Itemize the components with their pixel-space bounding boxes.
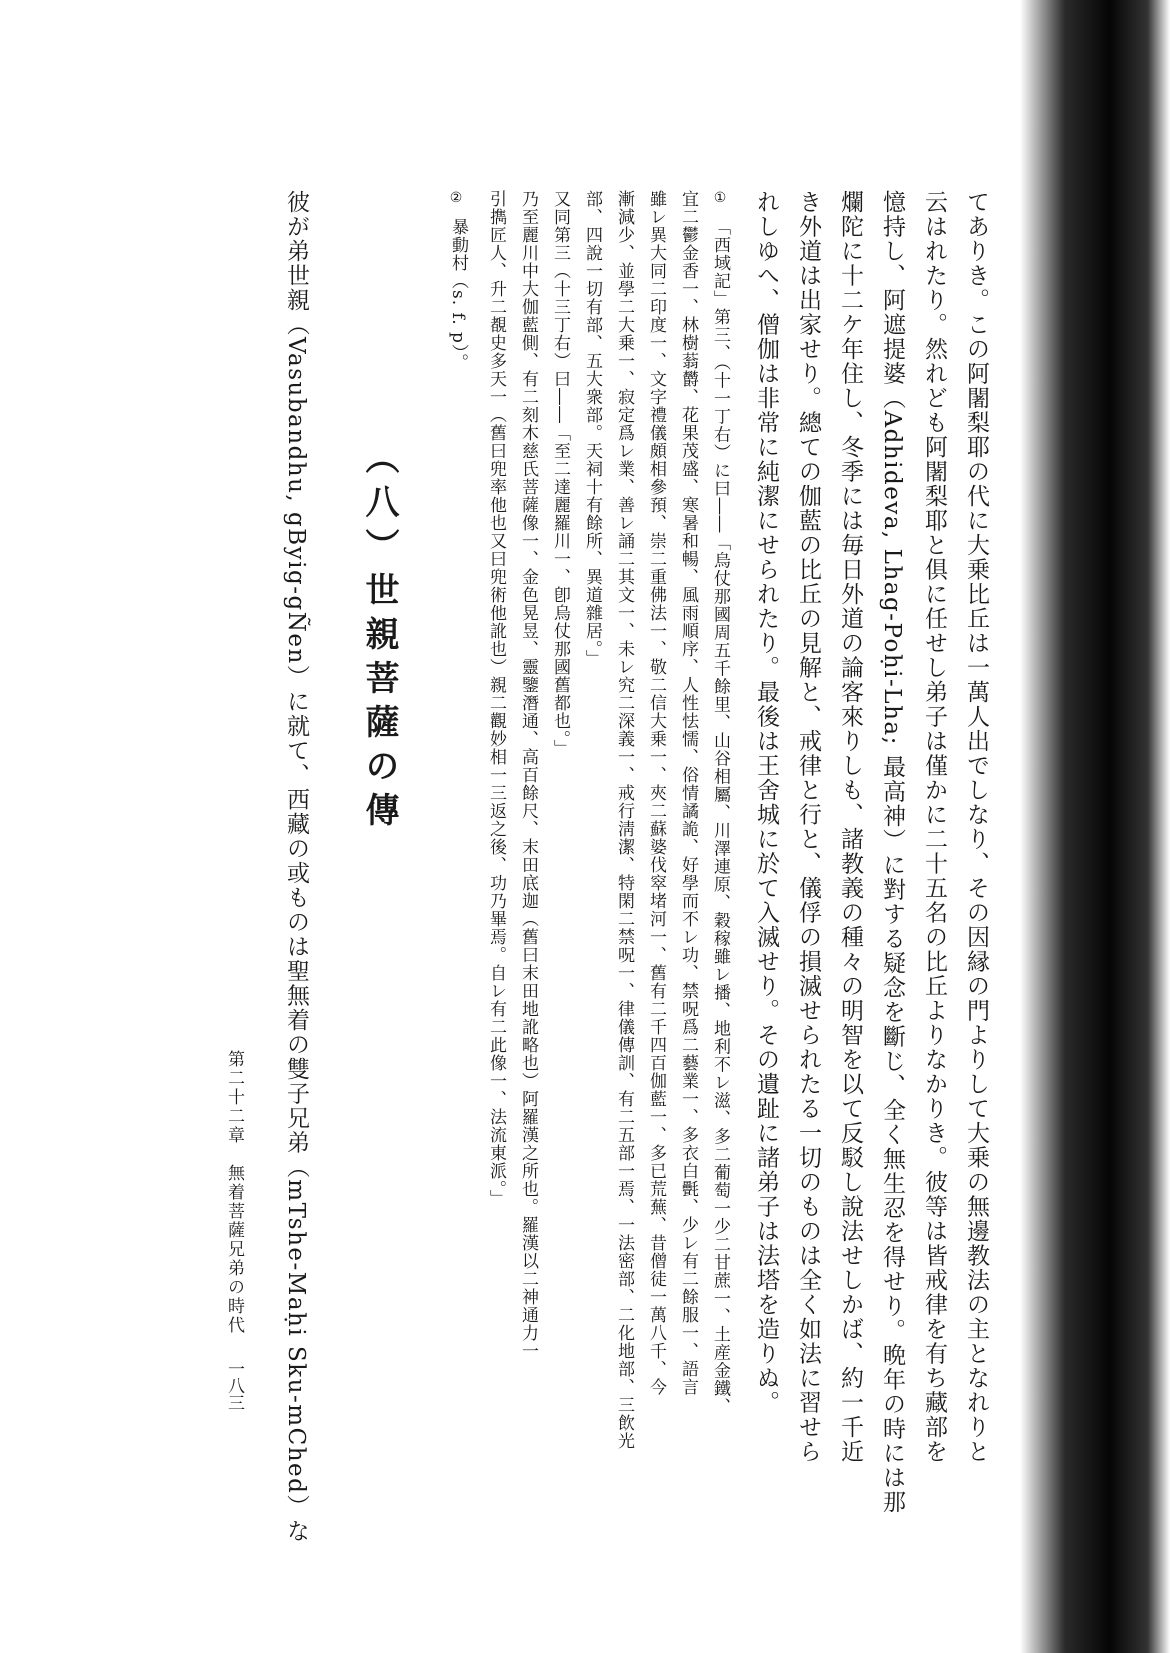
body-line: 憶持し、阿遮提婆（Adhideva, Lhag-Poḥi-Lha; 最高神）に對する疑念を斷じ、全く無生忍を得せり。晩年の時には那: [879, 190, 905, 1515]
page-number: 一八三: [224, 1360, 244, 1411]
running-title: 第二十二章 無着菩薩兄弟の時代: [224, 1050, 244, 1335]
footnote-line: 部、四說一切有部、五大衆部。天祠十有餘所、異道雜居。」: [582, 190, 602, 668]
footnote-marker: ①: [712, 190, 728, 206]
footnote-line: 雖レ異大同二印度一、文字禮儀頗相參預、崇二重佛法一、敬二信大乗一、夾二蘇婆伐窣堵河一、舊有二千四百伽藍一、多已荒蕪、昔僧徒一萬八千、今: [646, 190, 666, 1396]
footnote-line: 漸減少、並學二大乗一、寂定爲レ業、善レ誦二其文一、未レ究二深義一、戒行淸潔、特閑二禁呪一、律儀傳訓、有二五部一焉、一法密部、二化地部、三飲光: [614, 190, 634, 1450]
footnote-line: 「西域記」第三、（十一丁右）に曰――「烏仗那國周五千餘里、山谷相屬、川澤連原、穀稼雖レ播、地利不レ滋、多二葡萄一少二甘蔗一、土産金鐵、: [710, 218, 730, 1416]
book-page: [160, 190, 1020, 1570]
footnote-line: 宜二鬱金香一、林樹蓊欝、花果茂盛、寒暑和暢、風雨順序、人性怯懦、俗情譎詭、好學而不レ功、禁呪爲二藝業一、多衣白㲲、少レ有二餘服一、語言: [678, 190, 698, 1396]
footnote-line: 暴動村（s. f. p）。: [448, 218, 468, 372]
body-line: 云はれたり。然れども阿闍梨耶と俱に任せし弟子は僅かに二十五名の比丘よりなかりき。彼等は皆戒律を有ち藏部を: [921, 190, 947, 1464]
footnote-line: 引擕匠人、升二覩史多天一（舊曰兜率他也又曰兜術他訛也）親二觀妙相一三返之後、功乃畢焉。自レ有二此像一、法流東派。」: [486, 190, 506, 1208]
body-line: 爛陀に十二ケ年住し、冬季には毎日外道の論客來りしも、諸教義の種々の明智を以て反駁し說法せしかば、約一千近: [837, 190, 863, 1464]
footnote-marker: ②: [448, 190, 464, 206]
section-heading: （八）世親菩薩の傳: [359, 440, 399, 836]
body-line: てありき。この阿闍梨耶の代に大乗比丘は一萬人出でしなり、その因縁の門よりして大乗の無邊教法の主となれりと: [963, 190, 989, 1464]
footnote-line: 又同第三（十三丁右）曰――「至二達麗羅川一、卽烏仗那國舊都也。」: [550, 190, 570, 758]
body-line: れしゆへ、僧伽は非常に純潔にせられたり。最後は王舍城に於て入滅せり。その遺趾に諸弟子は法塔を造りぬ。: [753, 190, 779, 1415]
body-line: 彼が弟世親（Vasubandhu, gByig-gÑen）に就て、西藏の或ものは聖無着の雙子兄弟（mTshe-Maḥi Sku-mChed）な: [283, 190, 309, 1544]
scan-shadow-edge: [1020, 0, 1170, 1653]
footnote-line: 乃至麗川中大伽藍側、有二刻木慈氏菩薩像一、金色晃昱、靈鑒潛通、高百餘尺、末田底迦（舊曰末田地訛略也）阿羅漢之所也。羅漢以二神通力一: [518, 190, 538, 1360]
body-line: き外道は出家せり。總ての伽藍の比丘の見解と、戒律と行と、儀俘の損滅せられたる一切のものは全く如法に習せら: [795, 190, 821, 1464]
